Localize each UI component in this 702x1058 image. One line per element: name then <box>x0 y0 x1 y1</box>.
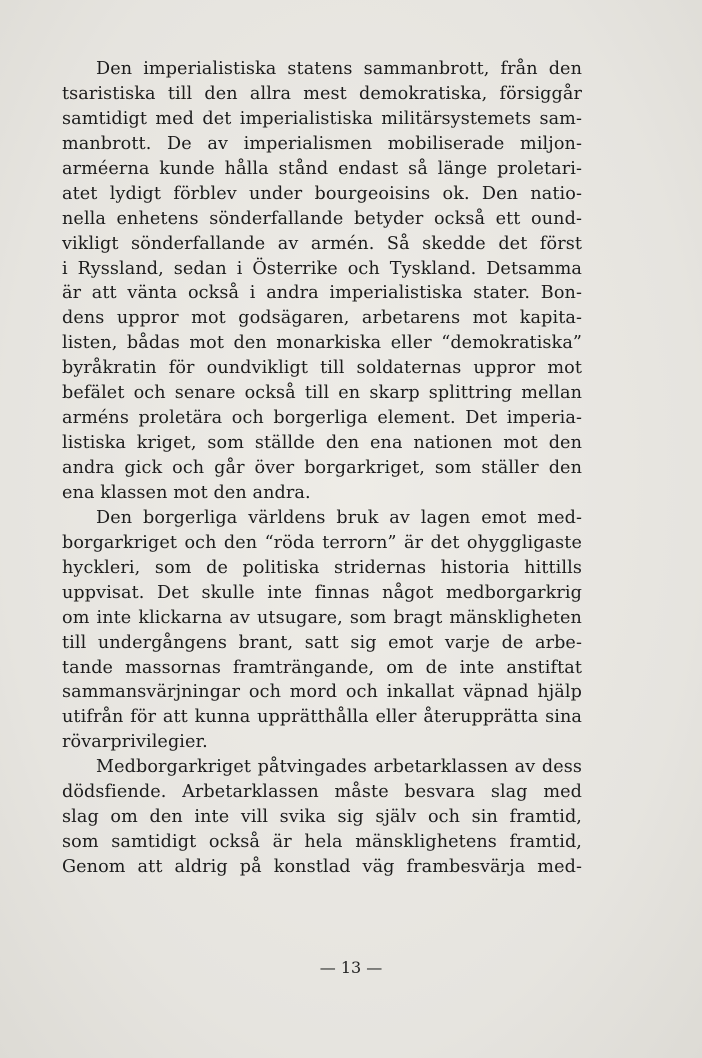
text-line: uppvisat. Det skulle inte finnas något medborgarkrig <box>62 582 582 603</box>
body-text <box>62 57 582 880</box>
text-line: som samtidigt också är hela mänsklighetens framtid, <box>62 832 582 853</box>
text-line: tsaristiska till den allra mest demokratiska, försiggår <box>62 83 582 104</box>
text-line: tande massornas framträngande, om de inte anstiftat <box>62 657 582 678</box>
text-line: nella enhetens sönderfallande betyder också ett ound- <box>62 208 582 229</box>
text-line: slag om den inte vill svika sig själv och sin framtid, <box>62 807 582 828</box>
text-line: sammansvärjningar och mord och inkallat väpnad hjälp <box>62 682 582 703</box>
text-line: till undergångens brant, satt sig emot varje de arbe- <box>62 632 582 653</box>
text-line: Genom att aldrig på konstlad väg frambesvärja med- <box>62 857 582 877</box>
text-line: atet lydigt förblev under bourgeoisins ok. Den natio- <box>62 183 582 204</box>
text-line: listiska kriget, som ställde den ena nationen mot den <box>62 433 582 454</box>
text-line: dens uppror mot godsägaren, arbetarens mot kapita- <box>62 308 582 329</box>
text-line: är att vänta också i andra imperialistiska stater. Bon- <box>62 283 582 304</box>
text-line: listen, bådas mot den monarkiska eller “demokratiska” <box>62 333 582 354</box>
page-number: — 13 — <box>319 958 383 977</box>
text-line: utifrån för att kunna upprätthålla eller återupprätta sina <box>62 707 582 728</box>
text-line: om inte klickarna av utsugare, som bragt mänskligheten <box>62 607 582 628</box>
text-line: andra gick och går över borgarkriget, som ställer den <box>62 458 582 478</box>
text-line: Den borgerliga världens bruk av lagen emot med- <box>96 507 582 528</box>
text-line: byråkratin för oundvikligt till soldaternas uppror mot <box>62 358 582 379</box>
text-line: arméns proletära och borgerliga element. Det imperia- <box>62 408 582 429</box>
text-line: manbrott. De av imperialismen mobiliserade miljon- <box>62 133 582 154</box>
text-line: vikligt sönderfallande av armén. Så skedde det först <box>62 233 582 254</box>
text-line: hyckleri, som de politiska stridernas historia hittills <box>62 557 582 578</box>
text-line: Medborgarkriget påtvingades arbetarklassen av dess <box>96 757 582 778</box>
text-line: rövarprivilegier. <box>62 732 208 753</box>
text-line: befälet och senare också till en skarp splittring mellan <box>62 383 582 404</box>
text-line: Den imperialistiska statens sammanbrott, från den <box>96 59 582 79</box>
text-line: borgarkriget och den “röda terrorn” är det ohyggligaste <box>62 532 582 553</box>
text-line: i Ryssland, sedan i Österrike och Tyskland. Detsamma <box>62 258 582 279</box>
text-line: arméerna kunde hålla stånd endast så länge proletari- <box>62 158 582 179</box>
text-line: ena klassen mot den andra. <box>62 482 311 503</box>
text-line: samtidigt med det imperialistiska militärsystemets sam- <box>62 108 582 129</box>
text-line: dödsfiende. Arbetarklassen måste besvara slag med <box>62 782 582 803</box>
